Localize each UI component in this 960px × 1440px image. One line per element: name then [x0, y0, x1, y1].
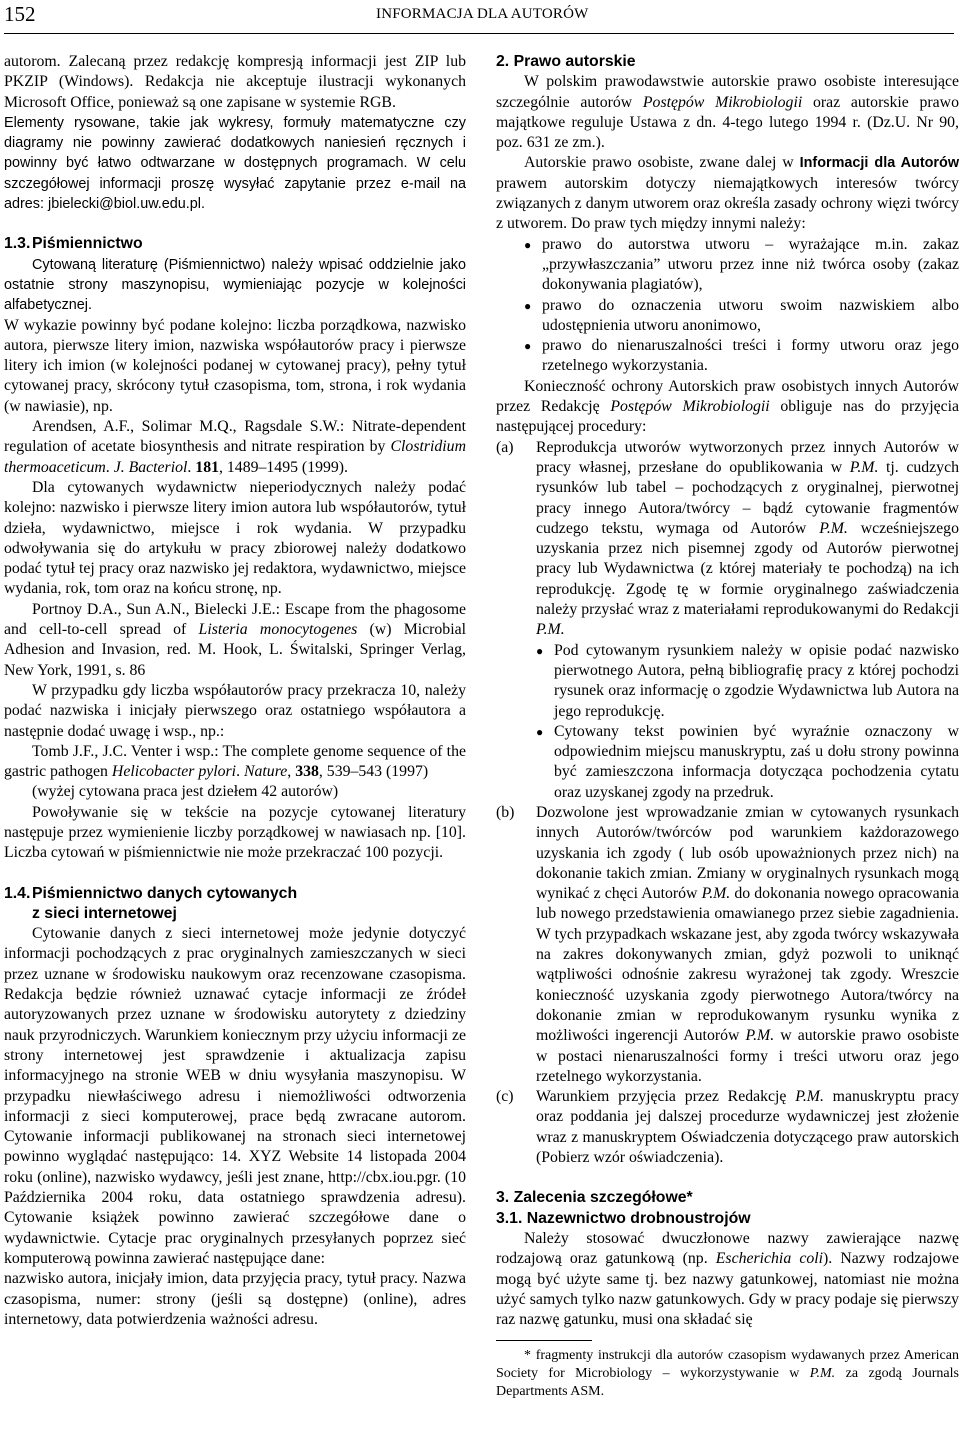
section-3-1-heading: 3.1. Nazewnictwo drobnoustrojów: [496, 1209, 751, 1227]
item-label: (c): [496, 1088, 514, 1106]
reference-example-2: Portnoy D.A., Sun A.N., Bielecki J.E.: Escape from the phagosome and cell-to-cell spread of Listeria monocytogenes (w) Microbial Adhesion and Invasion, red. M. Hook, L. Świtalski, Springer Verlag, New York, 1991, s. 86: [4, 600, 466, 679]
bullet-icon: ●: [524, 237, 532, 252]
section-title-line-2: z sieci internetowej: [32, 904, 177, 922]
spacer: [4, 214, 466, 234]
section-1-4-heading: [4, 884, 466, 925]
running-title: INFORMACJA DLA AUTORÓW: [376, 6, 589, 22]
books-paragraph: Dla cytowanych wydawnictw nieperiodycznych należy podać kolejno: nazwisko i pierwsze litery imion autora lub współautorów, tytuł dzieła, wydawnictwo, miejsce i rok wydania. W przypadku odwoływania się do artykułu w pracy zbiorowej należy dodatkowo podać tytuł tej pracy oraz nazwisko jej redaktora, wydawnictwo, miejsce wydania, rok, tom oraz na końcu stronę, np.: [4, 478, 466, 598]
reference-example-1: Arendsen, A.F., Solimar M.Q., Ragsdale S.W.: Nitrate-dependent regulation of acetate biosynthesis and nitrate respiration by Clostridium thermoaceticum. J. Bacteriol. 181, 1489–1495 (1999).: [4, 418, 466, 476]
procedure-item-b: [496, 803, 959, 1087]
spacer: [496, 1168, 959, 1188]
list-item: ● prawo do oznaczenia utworu swoim nazwiskiem albo udostępnienia utworu anonimowo,: [524, 296, 959, 337]
item-text: Dozwolone jest wprowadzanie zmian w cytowanych rysunkach innych Autorów/twórców pod warunkiem każdorazowego uzyskania ich zgody ( lub osób upoważnionych przez nich) na dokonanie takich zmian. Zmiany w oryginalnych rysunkach mogą wynikać z chęci Autorów P.M. do dokonania nowego opracowania lub nowego przedstawienia omawianego przez siebie zagadnienia. W tych przypadkach wskazane jest, aby zgoda twórcy wskazywała na zakres dokonywanych zmian, gdyż pozwoli to uniknąć wątpliwości odnośnie zakresu wyrażonej tak zgody. Wreszcie konieczność uzyskania zgody pierwotnego Autora/twórcy na dokonanie zmian w reprodukowanym rysunku wynika z możliwości ingerencji Autorów P.M. w autorskie prawo osobiste w postaci nienaruszalności formy i treści utworu oraz jego rzetelnego wykorzystania.: [536, 803, 959, 1085]
section-1-3-heading: [4, 234, 466, 254]
continued-paragraph-2: Elementy rysowane, takie jak wykresy, formuły matematyczne czy diagramy nie powinny zawierać dodatkowych naniesień ręcznych i powinny być łatwo odtwarzane w dostępnych programach. W celu szczegółowej informacji proszę wysyłać zapytanie przez e-mail na adres: jbielecki@biol.uw.edu.pl.: [4, 114, 466, 213]
copyright-paragraph-2: Autorskie prawo osobiste, zwane dalej w Informacji dla Autorów prawem autorskim dotyczy niemajątkowych interesów twórcy związanych z danym utworem oraz określa zasady ochrony więzi twórcy z utworem. Do praw tych między innymi należy:: [496, 154, 960, 233]
section-3-heading: 3. Zalecenia szczegółowe*: [496, 1189, 693, 1207]
many-authors-paragraph: W przypadku gdy liczba współautorów pracy przekracza 10, należy podać nazwiska i inicjały pierwszego oraz ostatniego współautora a następnie dodać uwagę i wsp., np.:: [4, 681, 466, 740]
bullet-icon: ●: [536, 643, 544, 658]
list-item: ● Pod cytowanym rysunkiem należy w opisie podać nazwisko pierwotnego Autora, pełną bibliografię pracy z której pochodzi rysunek oraz informację o zgodzie Wydawnictwa lub Autora na jego reprodukcję.: [536, 641, 959, 722]
list-item: ● prawo do autorstwa utworu – wyrażające m.in. zakaz „przywłaszczania” utworu przez inne niż twórca osoby (zakaz dokonywania plagiatów),: [524, 235, 959, 296]
right-column: [496, 52, 959, 1401]
continued-paragraph-1: autorom. Zalecaną przez redakcję kompresją informacji jest ZIP lub PKZIP (Windows). Redakcja nie akceptuje ilustracji wykonanych Microsoft Office, ponieważ są one zapisane w systemie RGB.: [4, 53, 466, 111]
reference-example-3-note: (wyżej cytowana praca jest dziełem 42 autorów): [32, 783, 339, 801]
section-number: 1.4.: [4, 884, 31, 902]
procedure-item-c: [496, 1087, 959, 1168]
procedure-item-a: [496, 438, 959, 803]
reference-example-3: Tomb J.F., J.C. Venter i wsp.: The complete genome sequence of the gastric pathogen Helicobacter pylori. Nature, 338, 539–543 (1997): [4, 742, 466, 781]
page-number: 152: [4, 2, 36, 26]
item-label: (b): [496, 803, 515, 821]
section-title: Piśmiennictwo danych cytowanych: [32, 884, 298, 902]
internet-citation-fields: nazwisko autora, inicjały imion, data przyjęcia pracy, tytuł pracy. Nazwa czasopisma, numer: strony (jeśli są dostępne) (online), adres internetowy, data potwierdzenia ważności adresu.: [4, 1270, 466, 1328]
section-number: 1.3.: [4, 235, 31, 253]
left-column: [4, 52, 466, 1330]
bullet-icon: ●: [524, 339, 532, 354]
internet-citation-paragraph: Cytowanie danych z sieci internetowej może jedynie dotyczyć informacji pochodzących z prac oryginalnych zamieszczanych w sieci przez uznane w środowisku naukowym oraz recenzowane czasopisma. Redakcja będzie również uznawać cytacje informacji ze źródeł autoryzowanych przez uznane w środowisku autorytety z dziedziny nauk przyrodniczych. Warunkiem koniecznym przy użyciu informacji ze strony internetowej jest sprawdzenie i aktualizacja zapisu informacyjnego na stronie WEB w dniu wysyłania maszynopisu. W przypadku niewłaściwego adresu i niemożliwości odtworzenia informacji z sieci komputerowej, prace będą zwracane autorom. Cytowanie informacji publikowanej na stronach sieci internetowej powinno wyglądać następująco: 14. XYZ Website 14 listopada 2004 roku (online), nazwisko wydawcy, jeśli jest znane, http://cbx.iou.pgr. (10 Października 2004 roku, data ostatniego sprawdzenia adresu). Cytowanie książek powinno zawierać szczegółowe dane o wydawnictwie. Cytacje prac oryginalnych przesyłanych poprzez sieć komputerową powinna zawierać następujące dane:: [4, 925, 466, 1267]
section-2-heading: 2. Prawo autorskie: [496, 53, 636, 70]
literature-order-paragraph: W wykazie powinny być podane kolejno: liczba porządkowa, nazwisko autora, pierwsze litery imion, nazwiska współautorów pracy i pierwsze litery ich imion (w kolejności podanej w cytowanej pracy), pełny tytuł cytowanej pracy, skrócony tytuł czasopisma, tom, strona, i rok wydania (w nawiasie), np.: [4, 316, 466, 415]
item-text: Reprodukcja utworów wytworzonych przez innych Autorów w pracy własnej, przesłane do opublikowania w P.M. tj. cudzych rysunków lub tabel – pochodzących z oryginalnej, pierwotnej pracy innego Autora/twórcy – bądź cytowanie fragmentów cudzego tekstu, wymaga od Autorów P.M. wcześniejszego uzyskania przez nich pisemnej zgody od Autorów pierwotnej pracy lub Wydawnictwa (z której materiały te pochodzą) na ich reprodukcję. Zgodę tę w formie oryginalnego zaświadczenia należy przysłać wraz z materiałami reprodukowanymi do Redakcji P.M.: [536, 438, 959, 639]
copyright-paragraph-1: W polskim prawodawstwie autorskie prawo osobiste interesujące szczególnie autorów Postępów Mikrobiologii oraz autorskie prawo majątkowe reguluje Ustawa z dn. 4-tego lutego 1994 r. (Dz.U. Nr 90, poz. 631 ze zm.).: [496, 73, 959, 152]
list-item: ● Cytowany tekst powinien być wyraźnie oznaczony w odpowiednim miejscu manuskryptu, zaś u dołu strony powinna być zamieszczona informacja dotycząca pochodzenia cytatu oraz uzyskanej zgody na przedruk.: [536, 722, 959, 803]
item-text: Warunkiem przyjęcia przez Redakcję P.M. manuskryptu pracy oraz poddania jej dalszej procedurze wydawniczej jest złożenie wraz z manuskryptem Oświadczenia dotyczącego praw autorskich (Pobierz wzór oświadczenia).: [536, 1088, 959, 1167]
naming-paragraph: Należy stosować dwuczłonowe nazwy zawierające nazwę rodzajową oraz gatunkową (np. Escherichia coli). Nazwy rodzajowe mogą być użyte same tj. bez nazwy gatunkowej, natomiast nie można użyć samych tylko nazw gatunkowych. Gdy w pracy podaje się pierwszy raz nazwę gatunku, musi ona składać się: [496, 1229, 959, 1329]
header-rule: [4, 33, 954, 34]
item-label: (a): [496, 438, 514, 456]
list-item: ● prawo do nienaruszalności treści i formy utworu oraz jego rzetelnego wykorzystania.: [524, 336, 959, 377]
bullet-icon: ●: [536, 724, 544, 739]
spacer: [4, 864, 466, 884]
citation-numbers-paragraph: Powoływanie się w tekście na pozycje cytowanej literatury następuje przez wymienienie liczby porządkowej w nawiasach np. [10]. Liczba cytowań w piśmiennictwie nie może przekraczać 100 pozycji.: [4, 803, 466, 862]
bullet-icon: ●: [524, 298, 532, 313]
page-header: [4, 0, 950, 32]
copyright-paragraph-3: Konieczność ochrony Autorskich praw osobistych innych Autorów przez Redakcję Postępów Mikrobiologii obliguje nas do przyjęcia następującej procedury:: [496, 377, 960, 436]
literature-intro-paragraph: Cytowaną literaturę (Piśmiennictwo) należy wpisać oddzielnie jako ostatnie strony maszynopisu, wymieniając pozycje w kolejności alfabetycznej.: [4, 256, 466, 314]
footnote: * fragmenty instrukcji dla autorów czasopism wydawanych przez American Society for Microbiology – wykorzystywanie w P.M. za zgodą Journals Departments ASM.: [496, 1348, 959, 1400]
footnote-rule: [496, 1340, 592, 1341]
section-title: Piśmiennictwo: [32, 235, 143, 253]
